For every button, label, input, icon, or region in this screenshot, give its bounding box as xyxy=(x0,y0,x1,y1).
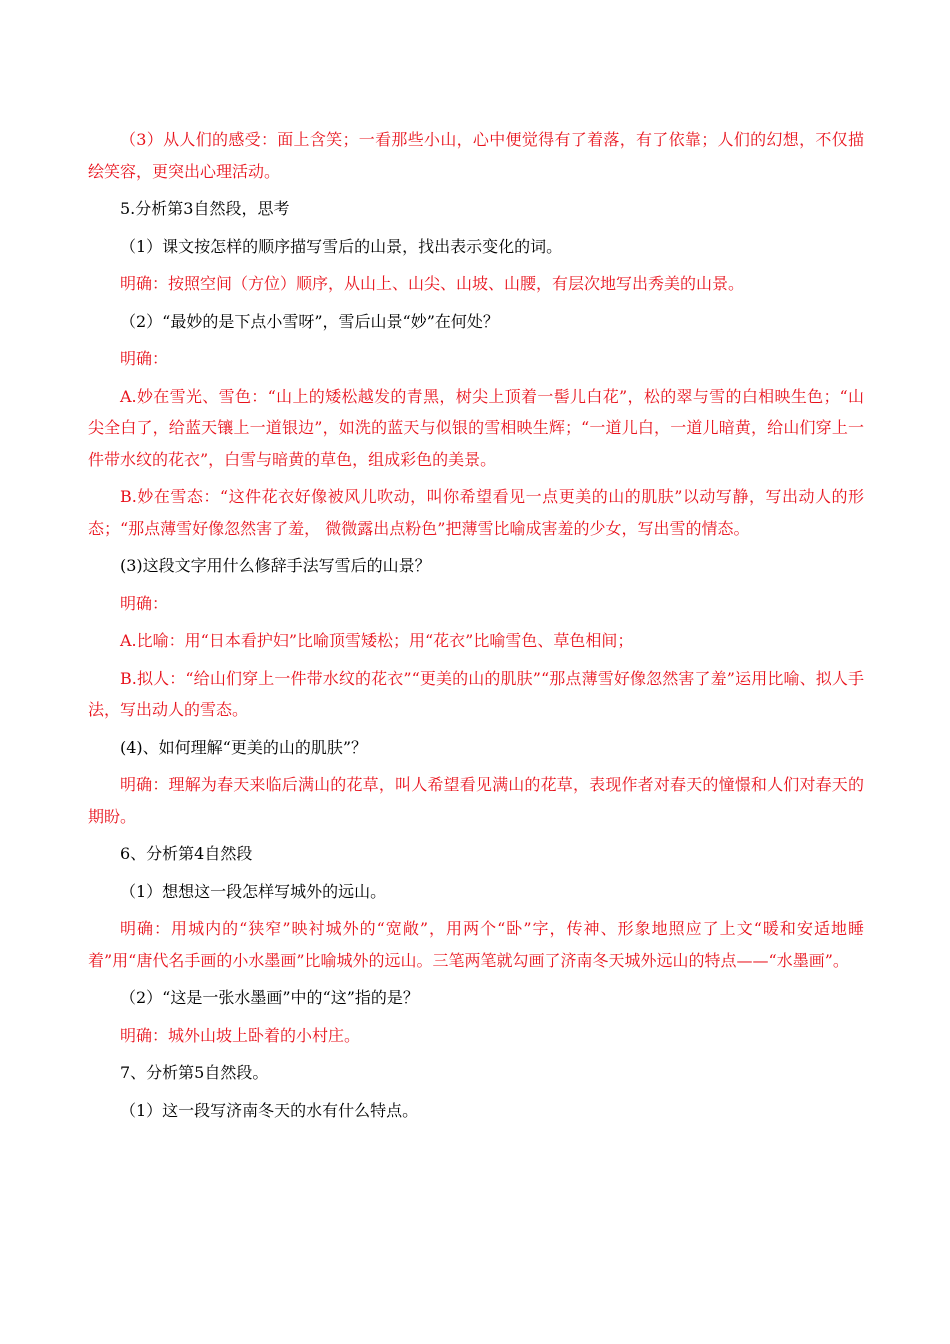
answer-spatial-order: 明确：按照空间（方位）顺序，从山上、山尖、山坡、山腰，有层次地写出秀美的山景。 xyxy=(120,274,745,293)
answer-ink-painting: 明确：用城内的“狭窄”映衬城外的“宽敞”，用两个“卧”字，传神、形象地照应了上文“暖和安适地睡着”用“唐代名手画的小水墨画”比喻城外的远山。三笔两笔就勾画了济南冬天城外远山的特点——“水墨画”。 xyxy=(88,919,864,970)
question-where-is-wonderful: （2）“最妙的是下点小雪呀”，雪后山景“妙”在何处？ xyxy=(120,311,499,331)
paragraph-people-feelings: （3）从人们的感受：面上含笑；一看那些小山，心中便觉得有了着落，有了依靠；人们的幻想，不仅描绘笑容，更突出心理活动。 xyxy=(88,130,864,181)
answer-snow-posture: B.妙在雪态：“这件花衣好像被风儿吹动，叫你希望看见一点更美的山的肌肤”以动写静，写出动人的形态；“那点薄雪好像忽然害了羞， 微微露出点粉色”把薄雪比喻成害羞的少女，写出雪的情态。 xyxy=(88,487,864,538)
answer-personification: B.拟人：“给山们穿上一件带水纹的花衣”“更美的山的肌肤”“那点薄雪好像忽然害了羞”运用比喻、拟人手法，写出动人的雪态。 xyxy=(88,668,864,719)
question-distant-mountains: （1）想想这一段怎样写城外的远山。 xyxy=(120,881,387,901)
question-water-features: （1）这一段写济南冬天的水有什么特点。 xyxy=(120,1100,419,1120)
heading-analyze-paragraph-4: 6、分析第4自然段 xyxy=(120,844,253,863)
answer-spring-expectation: 明确：理解为春天来临后满山的花草，叫人希望看见满山的花草，表现作者对春天的憧憬和人们对春天的期盼。 xyxy=(88,775,864,826)
question-what-this-refers: （2）“这是一张水墨画”中的“这”指的是？ xyxy=(120,988,419,1007)
question-mountain-skin: (4)、如何理解“更美的山的肌肤”？ xyxy=(120,737,368,757)
answer-snow-light-color: A.妙在雪光、雪色：“山上的矮松越发的青黑，树尖上顶着一髻儿白花”，松的翠与雪的白相映生色；“山尖全白了，给蓝天镶上一道银边”，如洗的蓝天与似银的雪相映生辉；“一道儿白，一道儿暗黄，给山们穿上一件带水纹的花衣”，白雪与暗黄的草色，组成彩色的美景。 xyxy=(88,386,864,469)
heading-analyze-paragraph-5: 7、分析第5自然段。 xyxy=(120,1063,269,1082)
answer-label: 明确： xyxy=(120,593,169,613)
question-order-of-scenery: （1）课文按怎样的顺序描写雪后的山景，找出表示变化的词。 xyxy=(120,236,563,256)
heading-analyze-paragraph-3: 5.分析第3自然段，思考 xyxy=(120,199,290,218)
answer-metaphor: A.比喻：用“日本看护妇”比喻顶雪矮松；用“花衣”比喻雪色、草色相间； xyxy=(120,631,634,650)
answer-label: 明确： xyxy=(120,349,169,368)
answer-small-village: 明确：城外山坡上卧着的小村庄。 xyxy=(120,1025,361,1045)
document-body xyxy=(88,124,864,1132)
question-rhetoric: (3)这段文字用什么修辞手法写雪后的山景？ xyxy=(120,556,431,575)
